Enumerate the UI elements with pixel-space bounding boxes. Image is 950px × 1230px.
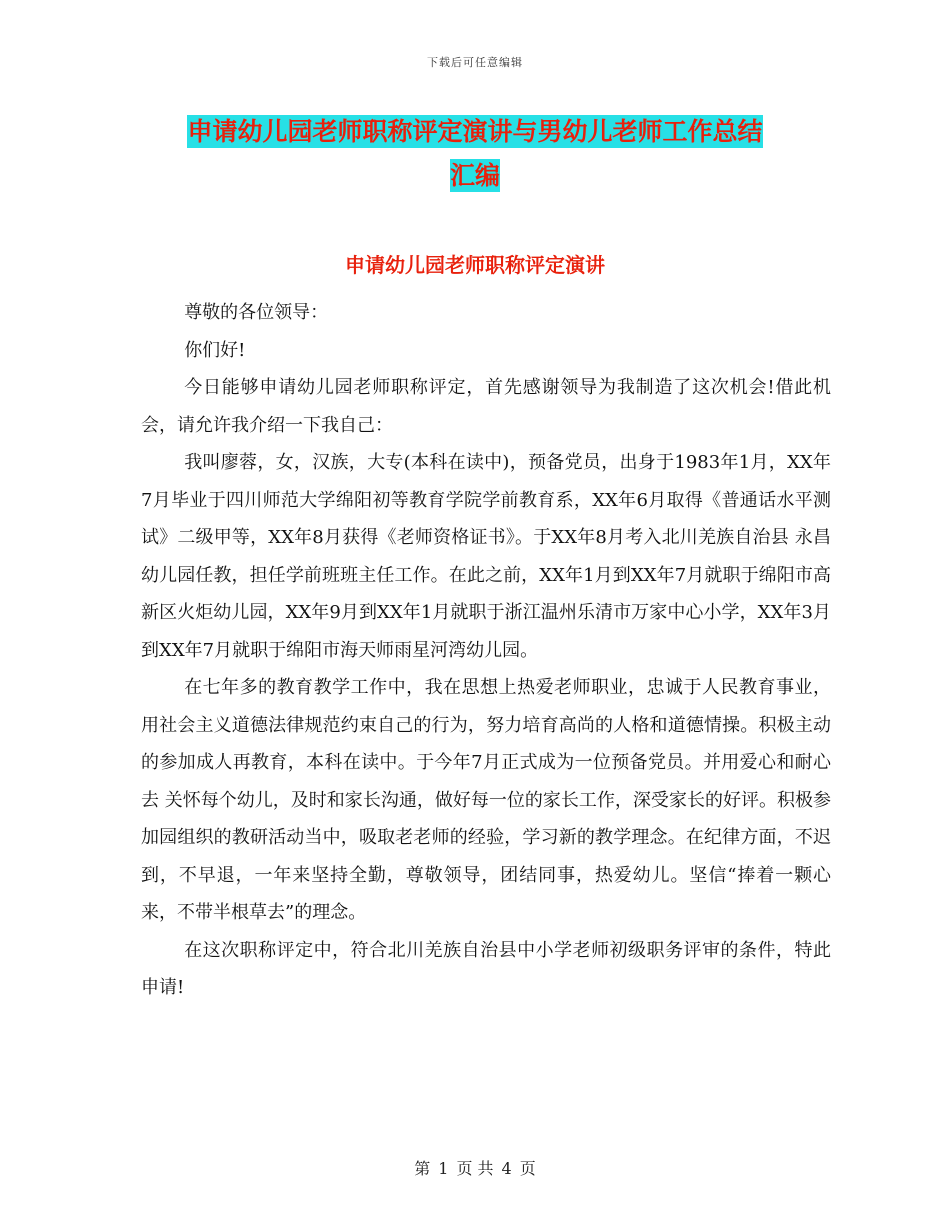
header-note: 下载后可任意编辑 (427, 56, 523, 69)
document-title-line-1: 申请幼儿园老师职称评定演讲与男幼儿老师工作总结 (187, 117, 763, 146)
paragraph-greeting: 你们好! (184, 339, 246, 361)
paragraph-application: 在这次职称评定中，符合北川羌族自治县中小学老师初级职务评审的条件，特此申请! (141, 939, 831, 998)
document-body (141, 294, 831, 1007)
footer-mid: 页 共 (456, 1159, 494, 1178)
footer-prefix: 第 (414, 1159, 431, 1178)
paragraph-background: 我叫廖蓉，女，汉族，大专(本科在读中)，预备党员，出身于1983年1月，XX年7月毕业于四川师范大学绵阳初等教育学院学前教育系，XX年6月取得《普通话水平测试》二级甲等，XX年8月获得《老师资格证书》。于XX年8月考入北川羌族自治县 永昌幼儿园任教，担任学前班班主任工作。在此之前，XX年1月到XX年7月就职于绵阳市高新区火炬幼儿园，XX年9月到XX年1月就职于浙江温州乐清市万家中心小学，XX年3月到XX年7月就职于绵阳市海天师雨星河湾幼儿园。 (141, 452, 831, 661)
footer-total-pages: 4 (501, 1159, 512, 1178)
footer-suffix: 页 (519, 1159, 536, 1178)
document-title (150, 110, 800, 198)
page-footer (0, 1156, 950, 1179)
section-title: 申请幼儿园老师职称评定演讲 (345, 253, 605, 277)
footer-page-number: 1 (438, 1159, 449, 1178)
paragraph-salutation: 尊敬的各位领导： (184, 302, 329, 323)
document-title-line-2: 汇编 (449, 161, 500, 190)
paragraph-experience: 在七年多的教育教学工作中，我在思想上热爱老师职业，忠诚于人民教育事业，用社会主义道德法律规范约束自己的行为，努力培育高尚的人格和道德情操。积极主动的参加成人再教育，本科在读中。于今年7月正式成为一位预备党员。并用爱心和耐心去 关怀每个幼儿，及时和家长沟通，做好每一位的家长工作，深受家长的好评。积极参加园组织的教研活动当中，吸取老老师的经验，学习新的教学理念。在纪律方面，不迟到，不早退，一年来坚持全勤，尊敬领导，团结同事，热爱幼儿。坚信“捧着一颗心来，不带半根草去”的理念。 (141, 677, 831, 923)
paragraph-intro: 今日能够申请幼儿园老师职称评定，首先感谢领导为我制造了这次机会!借此机会，请允许我介绍一下我自己： (141, 377, 831, 436)
